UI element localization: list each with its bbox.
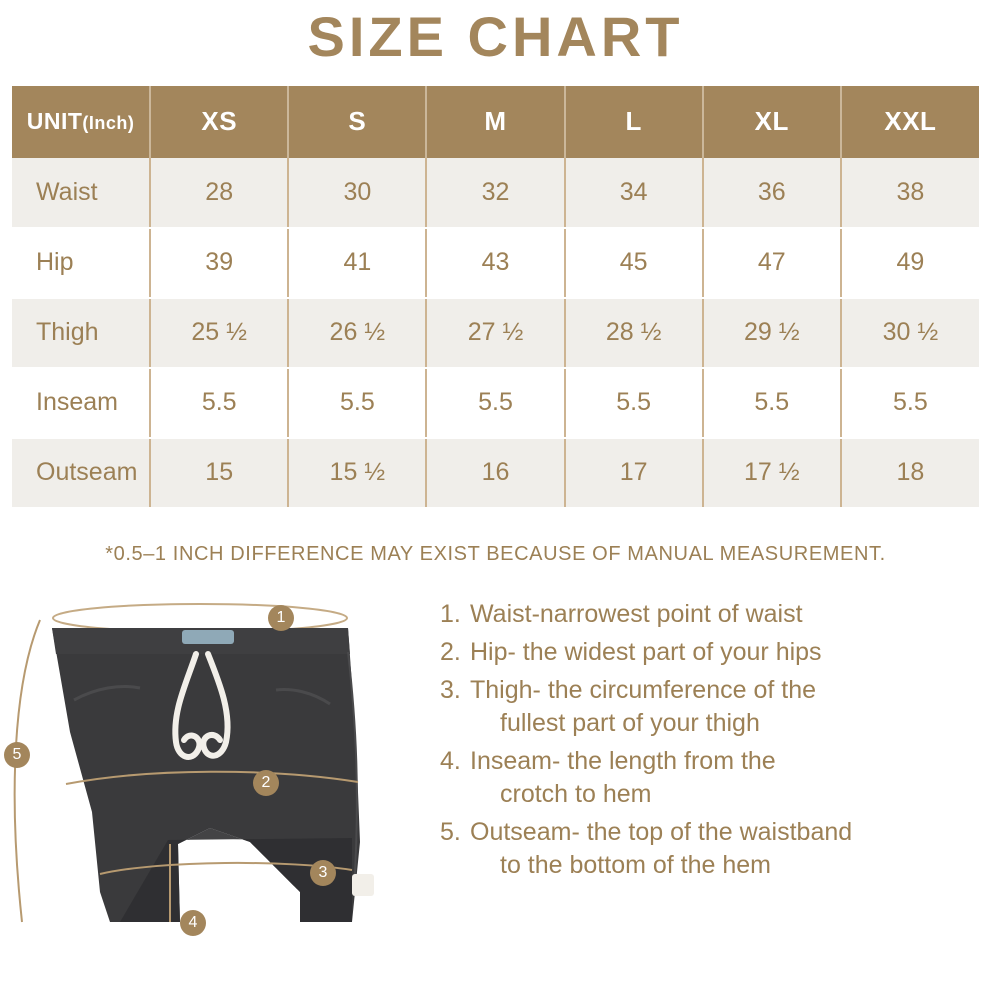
- column-header-unit: [12, 86, 150, 158]
- legend-number-4: 4.: [440, 746, 461, 775]
- marker-4-inseam: 4: [180, 910, 206, 936]
- size-chart-table-wrap: [12, 86, 979, 509]
- shorts-diagram-svg: [0, 592, 430, 952]
- cell-inseam-s: 5.5: [288, 368, 426, 438]
- cell-inseam-m: 5.5: [426, 368, 564, 438]
- legend-desc-hip: - the widest part of your hips: [507, 637, 822, 666]
- cell-thigh-xl: 29 ½: [703, 298, 841, 368]
- legend-list: [430, 592, 991, 952]
- row-label-hip: Hip: [12, 228, 150, 298]
- cell-thigh-l: 28 ½: [565, 298, 703, 368]
- marker-2-hip: 2: [253, 770, 279, 796]
- cell-waist-xl: 36: [703, 158, 841, 228]
- shorts-illustration: [0, 592, 430, 952]
- cell-inseam-xs: 5.5: [150, 368, 288, 438]
- legend-number-5: 5.: [440, 817, 461, 846]
- cell-hip-xxl: 49: [841, 228, 979, 298]
- cell-hip-xs: 39: [150, 228, 288, 298]
- cell-thigh-xs: 25 ½: [150, 298, 288, 368]
- cell-inseam-xxl: 5.5: [841, 368, 979, 438]
- table-header-row: [12, 86, 979, 158]
- legend-term-inseam: Inseam: [470, 746, 552, 775]
- legend-number-3: 3.: [440, 675, 461, 704]
- table-head: [12, 86, 979, 158]
- row-label-waist: Waist: [12, 158, 150, 228]
- cell-hip-xl: 47: [703, 228, 841, 298]
- marker-1-waist: 1: [268, 605, 294, 631]
- row-label-thigh: Thigh: [12, 298, 150, 368]
- cell-waist-xs: 28: [150, 158, 288, 228]
- legend-desc-waist: -narrowest point of waist: [531, 599, 803, 628]
- cell-inseam-l: 5.5: [565, 368, 703, 438]
- legend-item-thigh: [440, 674, 991, 740]
- page-title: SIZE CHART: [307, 5, 684, 68]
- column-header-xxl: XXL: [841, 86, 979, 158]
- table-row: [12, 158, 979, 228]
- marker-5-outseam: 5: [4, 742, 30, 768]
- cell-thigh-s: 26 ½: [288, 298, 426, 368]
- legend-cont-inseam: crotch to hem: [500, 779, 652, 808]
- table-row: [12, 438, 979, 508]
- legend-item-hip: [440, 636, 991, 669]
- legend-item-inseam: [440, 745, 991, 811]
- legend-term-waist: Waist: [470, 599, 532, 628]
- legend-desc-inseam: - the length from the: [551, 746, 776, 775]
- legend-text-3: [470, 674, 991, 740]
- unit-label: UNIT: [26, 108, 83, 135]
- column-header-m: M: [426, 86, 564, 158]
- legend-desc-thigh: - the circumference of the: [532, 675, 817, 704]
- column-header-s: S: [288, 86, 426, 158]
- measurement-note: *0.5–1 INCH DIFFERENCE MAY EXIST BECAUSE OF MANUAL MEASUREMENT.: [105, 542, 886, 565]
- column-header-l: L: [565, 86, 703, 158]
- legend-text-4: [470, 745, 991, 811]
- table-body: [12, 158, 979, 508]
- legend-text-2: [470, 636, 991, 669]
- cell-thigh-xxl: 30 ½: [841, 298, 979, 368]
- cell-waist-m: 32: [426, 158, 564, 228]
- legend-text-5: [470, 816, 991, 882]
- legend-term-outseam: Outseam: [470, 817, 572, 846]
- legend-term-thigh: Thigh: [470, 675, 533, 704]
- cell-hip-m: 43: [426, 228, 564, 298]
- legend-item-outseam: [440, 816, 991, 882]
- column-header-xl: XL: [703, 86, 841, 158]
- unit-sub-label: (Inch): [82, 113, 135, 134]
- cell-outseam-xl: 17 ½: [703, 438, 841, 508]
- cell-outseam-s: 15 ½: [288, 438, 426, 508]
- cell-waist-s: 30: [288, 158, 426, 228]
- cell-hip-l: 45: [565, 228, 703, 298]
- cell-outseam-xxl: 18: [841, 438, 979, 508]
- marker-3-thigh: 3: [310, 860, 336, 886]
- cell-thigh-m: 27 ½: [426, 298, 564, 368]
- table-row: [12, 228, 979, 298]
- legend-cont-outseam: to the bottom of the hem: [500, 850, 771, 879]
- cell-outseam-xs: 15: [150, 438, 288, 508]
- legend-desc-outseam: - the top of the waistband: [571, 817, 853, 846]
- cell-waist-l: 34: [565, 158, 703, 228]
- legend-term-hip: Hip: [470, 637, 508, 666]
- cell-outseam-l: 17: [565, 438, 703, 508]
- cell-waist-xxl: 38: [841, 158, 979, 228]
- cell-outseam-m: 16: [426, 438, 564, 508]
- lower-section: [0, 592, 991, 952]
- table-row: [12, 298, 979, 368]
- cell-hip-s: 41: [288, 228, 426, 298]
- row-label-inseam: Inseam: [12, 368, 150, 438]
- cell-inseam-xl: 5.5: [703, 368, 841, 438]
- legend-number-1: 1.: [440, 599, 461, 628]
- row-label-outseam: Outseam: [12, 438, 150, 508]
- legend-cont-thigh: fullest part of your thigh: [500, 708, 760, 737]
- legend-item-waist: [440, 598, 991, 631]
- legend-number-2: 2.: [440, 637, 461, 666]
- table-row: [12, 368, 979, 438]
- legend-text-1: [470, 598, 991, 631]
- size-chart-table: [12, 86, 979, 509]
- column-header-xs: XS: [150, 86, 288, 158]
